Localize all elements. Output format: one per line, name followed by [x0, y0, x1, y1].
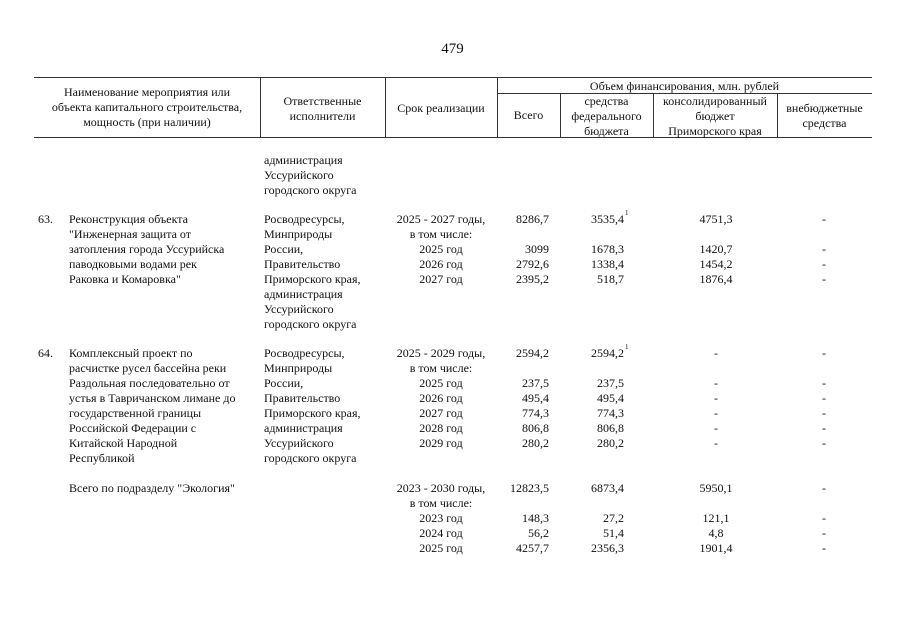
row-64-federal: 2594,2 237,5 495,4 774,3 806,8 280,2	[591, 346, 624, 450]
header-funding: Объем финансирования, млн. рублей	[589, 79, 780, 93]
row-63-responsible: Росводресурсы, Минприроды России, Правительство Приморского края, администрация Уссурийского городского округа	[264, 212, 361, 331]
summary-consolidated: 5950,1 121,1 4,8 1901,4	[699, 481, 733, 555]
summary-term: 2023 - 2030 годы, в том числе: 2023 год 2024 год 2025 год	[396, 481, 486, 555]
continuation-responsible: администрация Уссурийского городского округа	[264, 153, 357, 197]
row-63-total: 8286,7 3099 2792,6 2395,2	[516, 212, 549, 286]
row-64-number: 64.	[38, 346, 53, 360]
page-number: 479	[441, 41, 464, 57]
row-63-extrabudget: - - - -	[822, 212, 826, 286]
summary-label: Всего по подразделу "Экология"	[69, 481, 235, 495]
row-64-responsible: Росводресурсы, Минприроды России, Правительство Приморского края, администрация Уссурийского городского округа	[264, 346, 361, 465]
header-responsible: Ответственные исполнители	[283, 94, 362, 123]
header-federal: средства федерального бюджета	[571, 94, 642, 138]
row-64-term: 2025 - 2029 годы, в том числе: 2025 год 2026 год 2027 год 2028 год 2029 год	[396, 346, 486, 450]
summary-total: 12823,5 148,3 56,2 4257,7	[510, 481, 549, 555]
header-name: Наименование мероприятия или объекта капитального строительства, мощность (при наличии)	[51, 85, 243, 129]
row-63-federal-footnote: 1	[625, 209, 629, 217]
row-64-extrabudget: - - - - - -	[822, 346, 826, 450]
row-63-consolidated: 4751,3 1420,7 1454,2 1876,4	[699, 212, 733, 286]
table-top-border	[34, 77, 872, 78]
header-consolidated: консолидированный бюджет Приморского края	[663, 94, 767, 138]
header-term: Срок реализации	[397, 101, 485, 115]
row-63-number: 63.	[38, 212, 53, 226]
summary-federal: 6873,4 27,2 51,4 2356,3	[591, 481, 624, 555]
row-63-federal: 3535,4 1678,3 1338,4 518,7	[591, 212, 624, 286]
row-64-name: Комплексный проект по расчистке русел бассейна реки Раздольная последовательно от устья в Тавричанском лимане до государственной границы Российской Федерации с Китайской Народной Республикой	[69, 346, 236, 465]
row-64-total: 2594,2 237,5 495,4 774,3 806,8 280,2	[516, 346, 549, 450]
row-64-consolidated: - - - - - -	[714, 346, 718, 450]
summary-extrabudget: - - - -	[822, 481, 826, 555]
row-64-federal-footnote: 1	[625, 343, 629, 351]
row-63-name: Реконструкция объекта "Инженерная защита от затопления города Уссурийска паводковыми водами рек Раковка и Комаровка"	[69, 212, 225, 286]
header-total: Всего	[513, 108, 544, 122]
row-63-term: 2025 - 2027 годы, в том числе: 2025 год 2026 год 2027 год	[396, 212, 486, 286]
header-extrabudget: внебюджетные средства	[786, 101, 863, 130]
